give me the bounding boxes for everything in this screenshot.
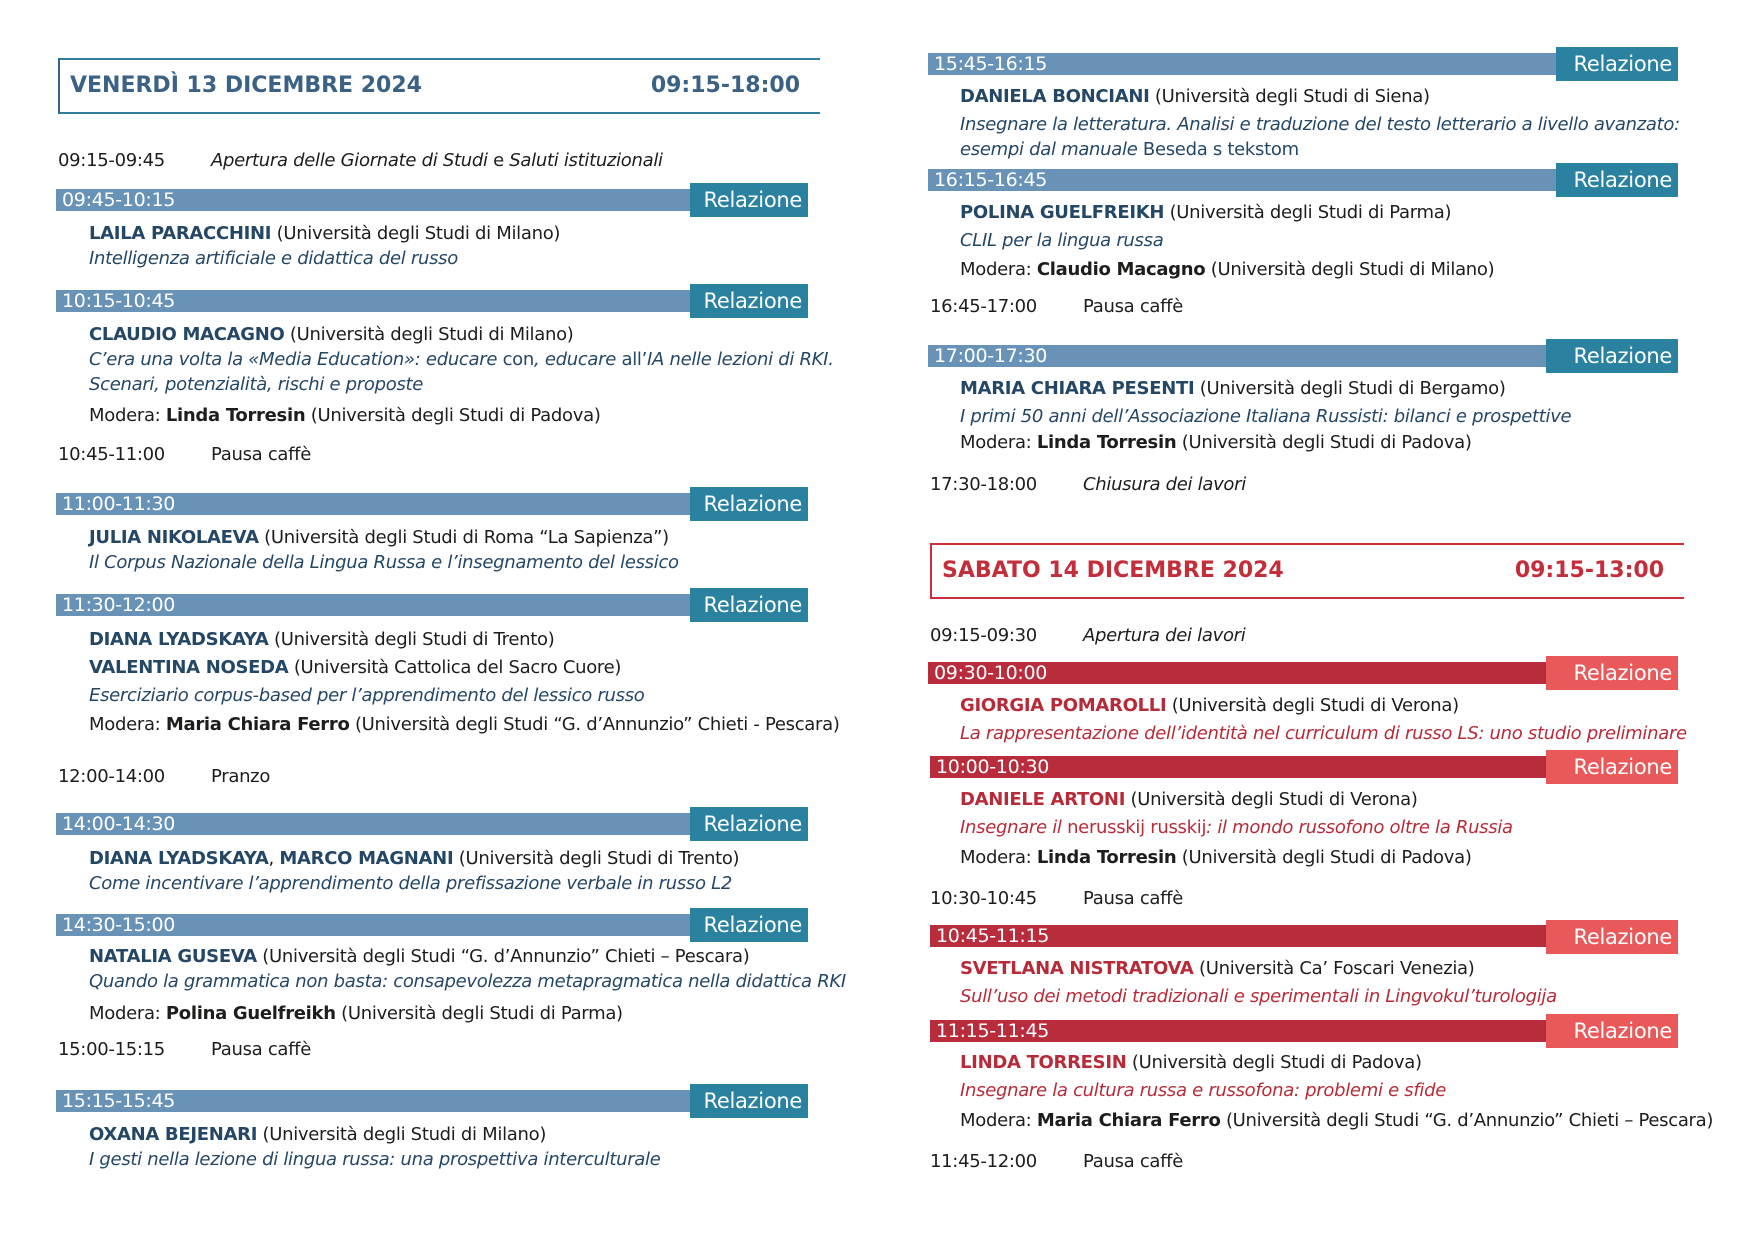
speaker-name: DIANA LYADSKAYA [89,848,269,869]
session-r6 [89,944,846,1026]
session-r3 [89,525,679,575]
session-bar-r5 [56,813,696,835]
slot-time: 15:00-15:15 [58,1039,165,1060]
session-bar-r13 [930,925,1570,947]
speaker-affiliation: (Università degli Studi di Verona) [1166,695,1459,716]
talk-title: Come incentivare l’apprendimento della prefissazione verbale in russo L2 [89,873,732,894]
session-badge-r1: Relazione 1 [690,183,808,217]
session-time: 09:30-10:00 [934,662,1048,684]
session-r5: DIANA LYADSKAYA, MARCO MAGNANI (Università degli Studi di Trento) Come incentivare l’apprendimento della prefissazione verbale in russo L2 [89,848,740,894]
speaker-affiliation: (Università degli Studi di Bergamo) [1194,378,1506,399]
speaker-name: LAILA PARACCHINI [89,223,272,244]
session-badge-r6: Relazione 6 [690,908,808,942]
session-bar-r6 [56,914,696,936]
speaker-name: OXANA BEJENARI [89,1124,258,1145]
session-time: 11:30-12:00 [62,594,176,616]
session-badge-r9: Relazione 9 [1556,163,1678,197]
slot-time: 11:45-12:00 [930,1151,1037,1172]
slot-time: 16:45-17:00 [930,296,1037,317]
speaker-affiliation: (Università degli Studi di Milano) [284,324,574,345]
speaker-affiliation: (Università degli Studi di Padova) [1126,1052,1422,1073]
session-bar-r7 [56,1090,696,1112]
slot-label: Chiusura dei lavori [1083,474,1246,495]
session-time: 11:15-11:45 [936,1020,1050,1042]
session-badge-r3: Relazione 3 [690,487,808,521]
speaker-name: VALENTINA NOSEDA [89,657,289,678]
session-badge-r14: Relazione 14 [1546,1014,1678,1048]
moderator: Modera: Polina Guelfreikh (Università degli Studi di Parma) [89,1003,623,1024]
talk-title: Quando la grammatica non basta: consapevolezza metapragmatica nella didattica RKI [89,971,846,992]
session-r13 [960,956,1557,1009]
session-time: 17:00-17:30 [934,345,1048,367]
speaker-name: GIORGIA POMAROLLI [960,695,1167,716]
session-time: 11:00-11:30 [62,493,176,515]
speaker-name: DIANA LYADSKAYA [89,629,269,650]
moderator: Modera: Maria Chiara Ferro (Università degli Studi “G. d’Annunzio” Chieti – Pescara) [960,1110,1714,1131]
moderator: Modera: Linda Torresin (Università degli Studi di Padova) [960,847,1472,868]
slot-time: 09:15-09:45 [58,150,165,171]
session-bar-r12 [930,756,1570,778]
session-bar-r11 [928,662,1568,684]
session-r1 [89,221,560,271]
speaker-affiliation: (Università degli Studi di Milano) [271,223,561,244]
session-time: 10:00-10:30 [936,756,1050,778]
slot-label: Pausa caffè [1083,296,1183,317]
session-r10 [960,376,1571,455]
talk-title: La rappresentazione dell’identità nel curriculum di russo LS: uno studio preliminare [960,723,1687,744]
moderator: Modera: Linda Torresin (Università degli Studi di Padova) [89,405,601,426]
slot-label: Pausa caffè [211,1039,311,1060]
slot-label: Pranzo [211,766,271,787]
session-bar-r3 [56,493,696,515]
speaker-affiliation: (Università degli Studi di Siena) [1149,86,1430,107]
speaker-affiliation: (Università degli Studi di Trento) [453,848,740,869]
day2-title: SABATO 14 DICEMBRE 2024 [942,558,1284,583]
session-r8 [960,84,1680,162]
speaker-name: NATALIA GUSEVA [89,946,257,967]
slot-label: Pausa caffè [1083,888,1183,909]
session-time: 15:15-15:45 [62,1090,176,1112]
session-r2 [89,322,834,428]
day2-header [930,543,1684,599]
session-badge-r13: Relazione 13 [1546,920,1678,954]
talk-title: I gesti nella lezione di lingua russa: una prospettiva interculturale [89,1149,661,1170]
session-bar-r9 [928,169,1568,191]
speaker-affiliation: (Università degli Studi di Trento) [268,629,555,650]
session-r7 [89,1122,661,1172]
speaker-affiliation: (Università degli Studi di Milano) [257,1124,547,1145]
session-bar-r14 [930,1020,1570,1042]
day1-header [58,58,820,114]
talk-title: Intelligenza artificiale e didattica del russo [89,248,458,269]
session-time: 10:45-11:15 [936,925,1050,947]
speaker-name: LINDA TORRESIN [960,1052,1127,1073]
session-bar-r4 [56,594,696,616]
talk-title: I primi 50 anni dell’Associazione Italiana Russisti: bilanci e prospettive [960,406,1572,427]
talk-title: Il Corpus Nazionale della Lingua Russa e l’insegnamento del lessico [89,552,679,573]
speaker-affiliation: (Università degli Studi di Verona) [1125,789,1418,810]
talk-title: C’era una volta la «Media Education»: educare con, educare all’IA nelle lezioni di RKI. [89,349,834,370]
session-badge-r12: Relazione 12 [1546,750,1678,784]
day1-time: 09:15-18:00 [650,73,800,98]
slot-time: 17:30-18:00 [930,474,1037,495]
slot-time: 12:00-14:00 [58,766,165,787]
session-badge-r7: Relazione 7 [690,1084,808,1118]
speaker-name: POLINA GUELFREIKH [960,202,1165,223]
talk-title: CLIL per la lingua russa [960,230,1164,251]
session-bar-r10 [928,345,1568,367]
slot-label: Pausa caffè [1083,1151,1183,1172]
talk-title: Insegnare il nerusskij russkij: il mondo russofono oltre la Russia [960,817,1513,838]
talk-title: Sull’uso dei metodi tradizionali e sperimentali in Lingvokul’turologija [960,986,1557,1007]
day1-title: VENERDÌ 13 DICEMBRE 2024 [70,73,422,98]
slot-label: Pausa caffè [211,444,311,465]
session-r4 [89,627,840,737]
speaker-name: DANIELA BONCIANI [960,86,1150,107]
speaker-name: SVETLANA NISTRATOVA [960,958,1194,979]
slot-label: Apertura delle Giornate di Studi e Saluti istituzionali [211,150,663,171]
slot-label: Apertura dei lavori [1083,625,1246,646]
session-r12 [960,787,1513,870]
session-bar-r1 [56,189,696,211]
speaker-affiliation: (Università Ca’ Foscari Venezia) [1193,958,1475,979]
session-badge-r11: Relazione 11 [1546,656,1678,690]
session-bar-r8 [928,53,1568,75]
session-bar-r2 [56,290,696,312]
session-badge-r4: Relazione 4 [690,588,808,622]
slot-time: 10:30-10:45 [930,888,1037,909]
moderator: Modera: Claudio Macagno (Università degli Studi di Milano) [960,259,1495,280]
session-time: 10:15-10:45 [62,290,176,312]
speaker-affiliation: (Università Cattolica del Sacro Cuore) [288,657,622,678]
speaker-affiliation: (Università degli Studi “G. d’Annunzio” Chieti – Pescara) [256,946,750,967]
speaker-affiliation: (Università degli Studi di Parma) [1164,202,1452,223]
session-time: 14:30-15:00 [62,914,176,936]
moderator: Modera: Maria Chiara Ferro (Università degli Studi “G. d’Annunzio” Chieti - Pescara) [89,714,840,735]
session-time: 09:45-10:15 [62,189,176,211]
speaker-name: MARIA CHIARA PESENTI [960,378,1195,399]
session-r9 [960,200,1494,282]
moderator: Modera: Linda Torresin (Università degli Studi di Padova) [960,432,1472,453]
session-r11 [960,693,1687,746]
talk-title-line2: esempi dal manuale Beseda s tekstom [960,139,1299,160]
session-time: 15:45-16:15 [934,53,1048,75]
speaker-name: JULIA NIKOLAEVA [89,527,259,548]
session-badge-r5: Relazione 5 [690,807,808,841]
day2-time: 09:15-13:00 [1514,558,1664,583]
talk-title: Eserciziario corpus-based per l’apprendimento del lessico russo [89,685,645,706]
slot-time: 09:15-09:30 [930,625,1037,646]
session-badge-r10: Relazione 10 [1546,339,1678,373]
speaker-name: MARCO MAGNANI [279,848,454,869]
session-r14 [960,1050,1713,1133]
speaker-name: CLAUDIO MACAGNO [89,324,285,345]
speaker-affiliation: (Università degli Studi di Roma “La Sapienza”) [258,527,669,548]
session-badge-r8: Relazione 8 [1556,47,1678,81]
talk-title-line2: Scenari, potenzialità, rischi e proposte [89,374,424,395]
speaker-name: DANIELE ARTONI [960,789,1126,810]
talk-title: Insegnare la letteratura. Analisi e traduzione del testo letterario a livello avanzato: [960,114,1680,135]
session-badge-r2: Relazione 2 [690,284,808,318]
talk-title: Insegnare la cultura russa e russofona: problemi e sfide [960,1080,1446,1101]
session-time: 16:15-16:45 [934,169,1048,191]
session-time: 14:00-14:30 [62,813,176,835]
slot-time: 10:45-11:00 [58,444,165,465]
